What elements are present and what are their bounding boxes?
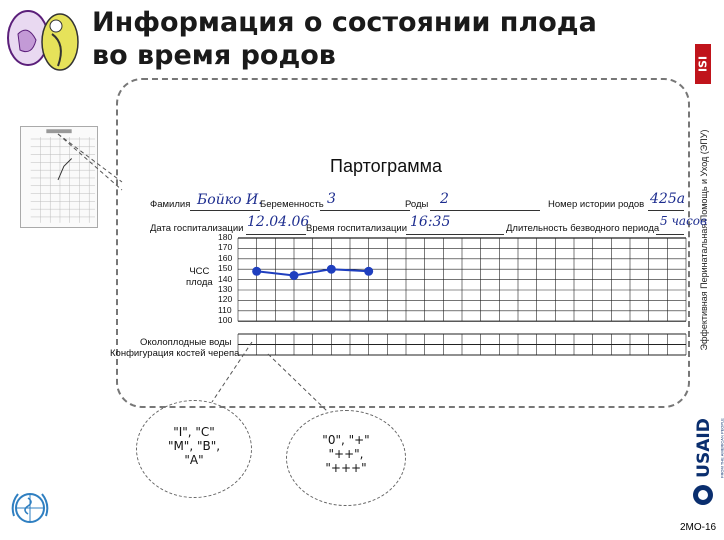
- amniotic-label: Околоплодные воды: [140, 337, 232, 348]
- moulding-codes-line3: "+++": [325, 461, 367, 475]
- y-tick-label: 160: [218, 252, 233, 263]
- y-tick-label: 150: [218, 263, 233, 274]
- moulding-codes-bubble: [286, 410, 406, 506]
- amniotic-connector: [212, 342, 252, 402]
- amniotic-codes-bubble: [136, 400, 252, 498]
- y-tick-label: 120: [218, 294, 233, 305]
- fhr-data-point: [290, 271, 299, 280]
- admit-date-label: Дата госпитализации: [150, 223, 244, 234]
- pregnancy-value: 3: [327, 191, 336, 207]
- record-value: 425а: [650, 191, 686, 207]
- admit-time-label: Время госпитализации: [306, 223, 408, 234]
- y-tick-label: 180: [218, 232, 233, 242]
- pregnancy-label: Беременность: [260, 199, 324, 210]
- moulding-connector: [268, 354, 328, 412]
- admit-date-value: 12.04.06: [247, 214, 310, 230]
- fhr-data-point: [327, 265, 336, 274]
- waterless-label: Длительность безводного периода: [506, 223, 660, 234]
- y-tick-label: 130: [218, 284, 233, 294]
- record-label: Номер истории родов: [548, 199, 645, 210]
- surname-label: Фамилия: [150, 199, 191, 210]
- who-emblem-icon: [8, 486, 52, 530]
- y-tick-label: 170: [218, 242, 233, 253]
- y-tick-label: 100: [218, 315, 233, 326]
- moulding-label: Конфигурация костей черепа: [110, 348, 240, 359]
- side-caption-text: Эффективная Перинатальная Помощь и Уход (ЭПУ): [699, 129, 709, 351]
- fhr-label-line2: плода: [186, 277, 213, 288]
- partogram-heading: Партограмма: [330, 156, 442, 176]
- moulding-codes-line2: "++",: [328, 447, 364, 461]
- usaid-logo: [690, 404, 724, 514]
- fhr-label-line1: ЧСС: [189, 266, 210, 277]
- title-line-2: во время родов: [92, 40, 336, 71]
- usaid-text: USAID: [694, 418, 714, 478]
- surname-value: Бойко И.: [197, 192, 263, 208]
- y-tick-label: 140: [218, 273, 233, 284]
- moulding-codes-line1: "0", "+": [322, 433, 370, 447]
- waterless-value: 5 часов: [660, 214, 707, 228]
- admit-time-value: 16:35: [410, 214, 451, 230]
- title-line-1: Информация о состоянии плода: [92, 7, 597, 38]
- slide-number: 2МО-16: [680, 522, 717, 533]
- usaid-seal-icon: [692, 484, 714, 506]
- amniotic-codes-line3: "A": [184, 453, 204, 467]
- fhr-data-point: [364, 267, 373, 276]
- isi-text: ISI: [696, 55, 710, 73]
- y-tick-label: 110: [218, 304, 232, 315]
- fhr-data-point: [252, 267, 261, 276]
- amniotic-codes-line1: "I", "C": [173, 425, 215, 439]
- usaid-subtext: FROM THE AMERICAN PEOPLE: [719, 418, 724, 478]
- amniotic-codes-line2: "M", "B",: [167, 439, 221, 453]
- births-label: Роды: [405, 199, 429, 210]
- births-value: 2: [440, 191, 449, 207]
